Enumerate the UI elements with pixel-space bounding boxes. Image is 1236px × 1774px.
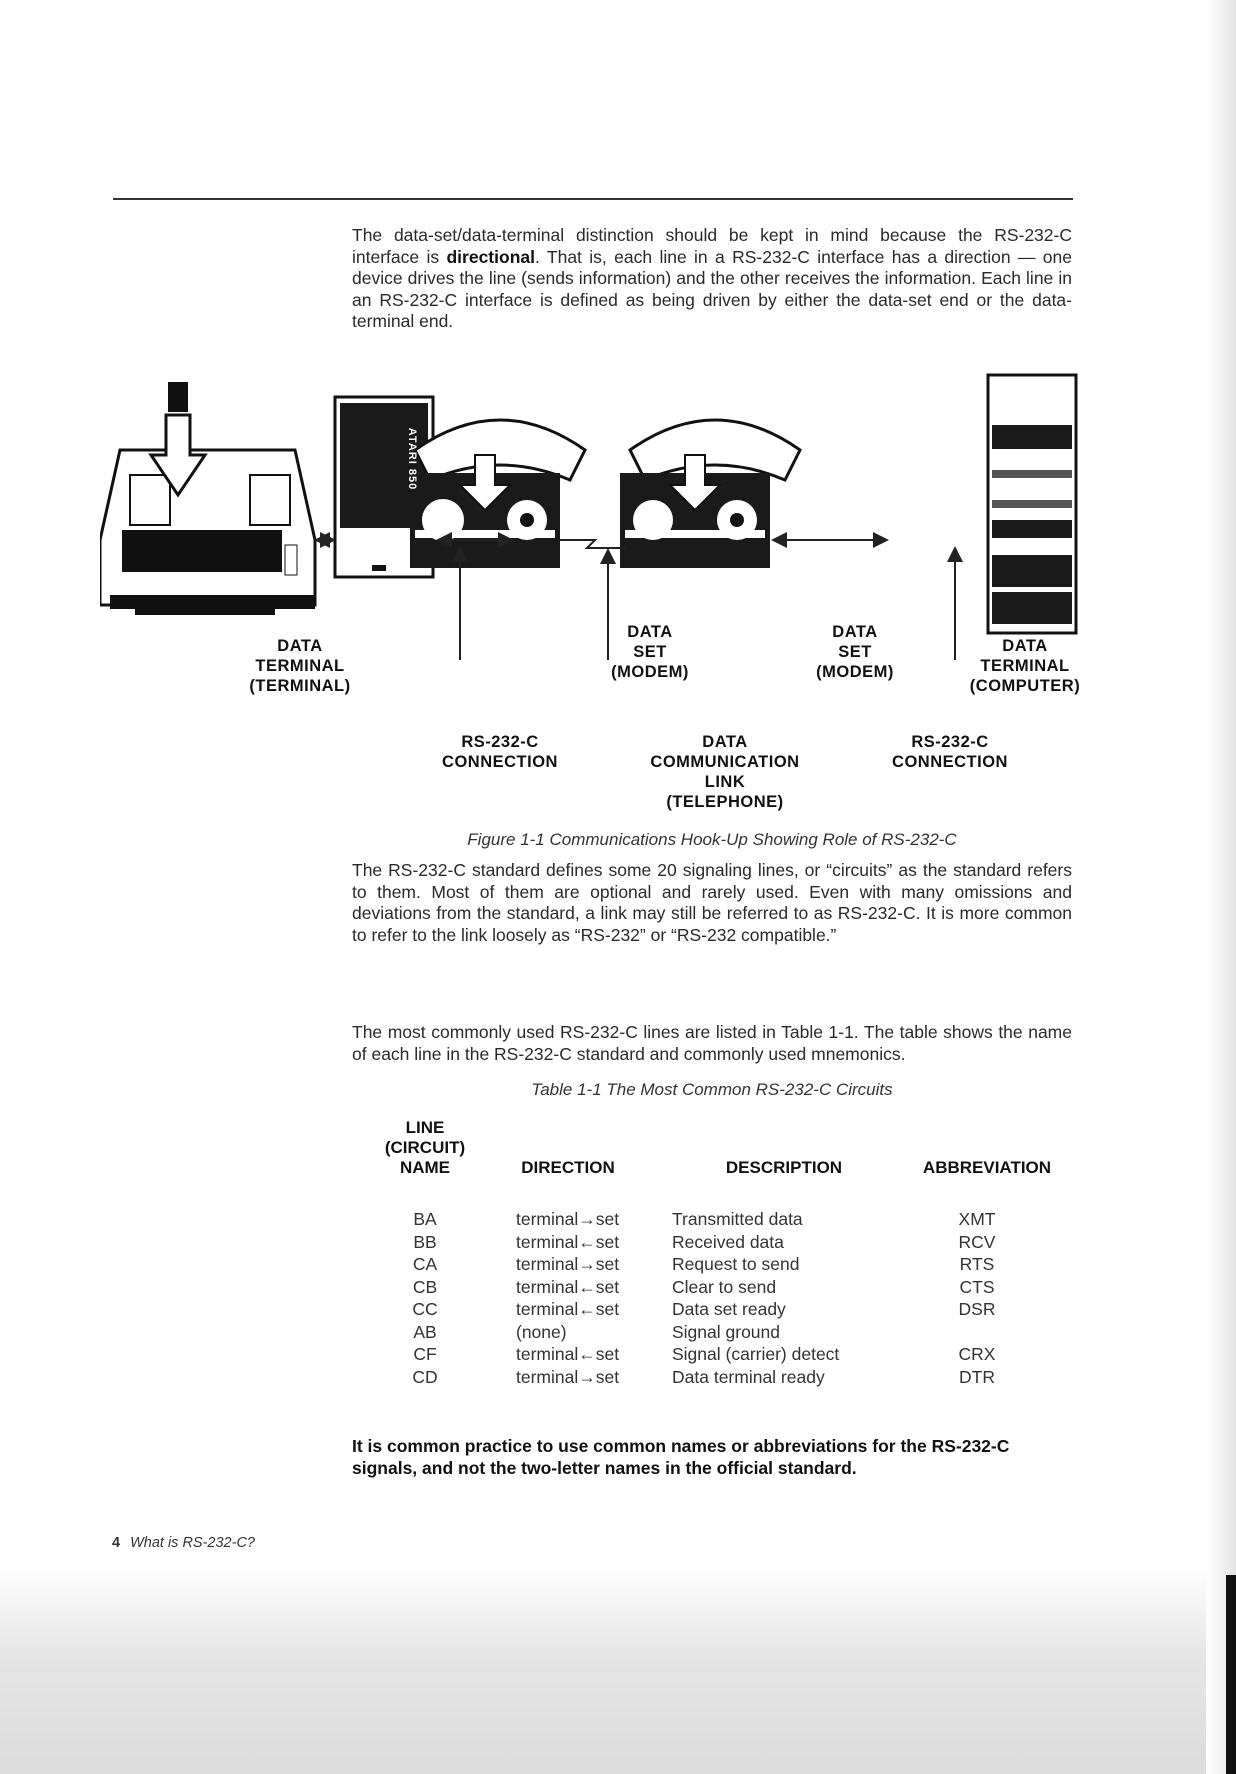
cell-name: CA [412,1254,438,1274]
cell-description: Transmitted data [672,1209,803,1229]
cell-direction: terminal←set [516,1344,620,1364]
bold-term: directional [446,246,535,267]
header-line-name: LINE (CIRCUIT) NAME [384,1118,466,1177]
cell-abbr: CTS [959,1276,995,1297]
table-row [380,1276,1052,1299]
label-data-set-2: DATA SET (MODEM) [816,623,894,681]
cell-description: Request to send [672,1254,800,1274]
cell-abbr: CRX [958,1344,996,1364]
text: . That is, each line in a RS-232-C interface has a direction — one device drives the line (sends information) and the other receives the information. Each line in an RS-232-C interface is defined as being driven by either the data-set end or the data-terminal end. [352,246,1072,331]
cell-abbr: RTS [959,1254,995,1274]
cell-description: Signal ground [672,1321,780,1342]
cell-description: Data set ready [672,1299,786,1319]
figure-caption: Figure 1-1 Communications Hook-Up Showing Role of RS-232-C [467,830,957,849]
computer-rack-icon [988,375,1076,633]
table-row [380,1208,1052,1231]
modem-icon-1 [410,420,585,568]
cell-direction: terminal←set [516,1299,620,1319]
page-shadow [0,1570,1236,1774]
cell-direction: terminal←set [516,1231,620,1252]
terminal-icon [100,382,315,615]
table-row [380,1366,1052,1389]
cell-name: BB [413,1231,437,1252]
cell-description: Received data [672,1231,784,1252]
modem-icon-2 [620,420,800,568]
paragraph-common-lines: The most commonly used RS-232-C lines are listed in Table 1-1. The table shows the name of each line in the RS-232-C standard and commonly used mnemonics. [352,1022,1072,1064]
label-data-communication-link: DATA COMMUNICATION LINK (TELEPHONE) [650,733,800,811]
figure-hookup [100,370,1100,820]
text: The data-set/data-terminal distinction should be kept in mind because the RS-232-C interface is [352,225,1072,267]
cell-abbr: XMT [958,1209,996,1229]
page-number: 4 [112,1535,121,1551]
header-direction: DIRECTION [521,1158,615,1177]
label-rs232-connection-2: RS-232-C CONNECTION [892,733,1008,771]
label-rs232-connection-1: RS-232-C CONNECTION [442,733,558,771]
table-row [380,1343,1052,1366]
cell-direction: (none) [516,1321,567,1342]
running-title: What is RS-232-C? [130,1535,255,1551]
cell-description: Clear to send [672,1276,777,1297]
cell-description: Data terminal ready [672,1366,825,1387]
table-row [380,1231,1052,1254]
header-description: DESCRIPTION [725,1158,843,1177]
table-row [380,1298,1052,1321]
cell-description: Signal (carrier) detect [672,1344,840,1364]
table-caption: Table 1-1 The Most Common RS-232-C Circuits [531,1080,893,1099]
telephone-line [560,540,625,548]
header-abbreviation: ABBREVIATION [922,1158,1052,1177]
table-row [380,1253,1052,1276]
cell-direction: terminal→set [516,1254,620,1274]
label-data-terminal-computer: DATA TERMINAL (COMPUTER) [969,637,1081,695]
cell-name: CD [412,1366,438,1387]
cell-direction: terminal←set [516,1276,620,1297]
cell-name: AB [413,1321,437,1342]
binding-edge [1226,1575,1236,1774]
table-header-row [380,1118,1052,1208]
label-data-set-1: DATA SET (MODEM) [611,623,689,681]
device-brand-label: ATARI 850 [406,427,418,491]
cell-name: BA [413,1209,437,1229]
cell-abbr: DTR [959,1366,995,1387]
page-footer [112,1535,255,1551]
label-data-terminal-terminal: DATA TERMINAL (TERMINAL) [249,637,351,695]
paragraph-directional [352,225,1072,333]
paragraph-signaling-lines: The RS-232-C standard defines some 20 signaling lines, or “circuits” as the standard refers to them. Most of them are optional and rarely used. Even with many omissions and deviations from the standard, a link may still be referred to as RS-232-C. It is more common to refer to the link loosely as “RS-232” or “RS-232 compatible.” [352,860,1072,945]
cell-name: CB [412,1276,438,1297]
cell-name: CF [413,1344,437,1364]
cell-abbr: DSR [958,1299,996,1319]
header-rule [113,198,1073,200]
cell-direction: terminal→set [516,1366,620,1387]
practice-note: It is common practice to use common names or abbreviations for the RS-232-C signals, and not the two-letter names in the official standard. [352,1436,1010,1478]
circuits-table [380,1118,1052,1388]
cell-abbr: RCV [958,1231,996,1252]
cell-abbr [902,1321,1052,1344]
cell-name: CC [412,1299,438,1319]
table-row [380,1321,1052,1344]
cell-direction: terminal→set [516,1209,620,1229]
page-edge [1206,0,1236,1774]
